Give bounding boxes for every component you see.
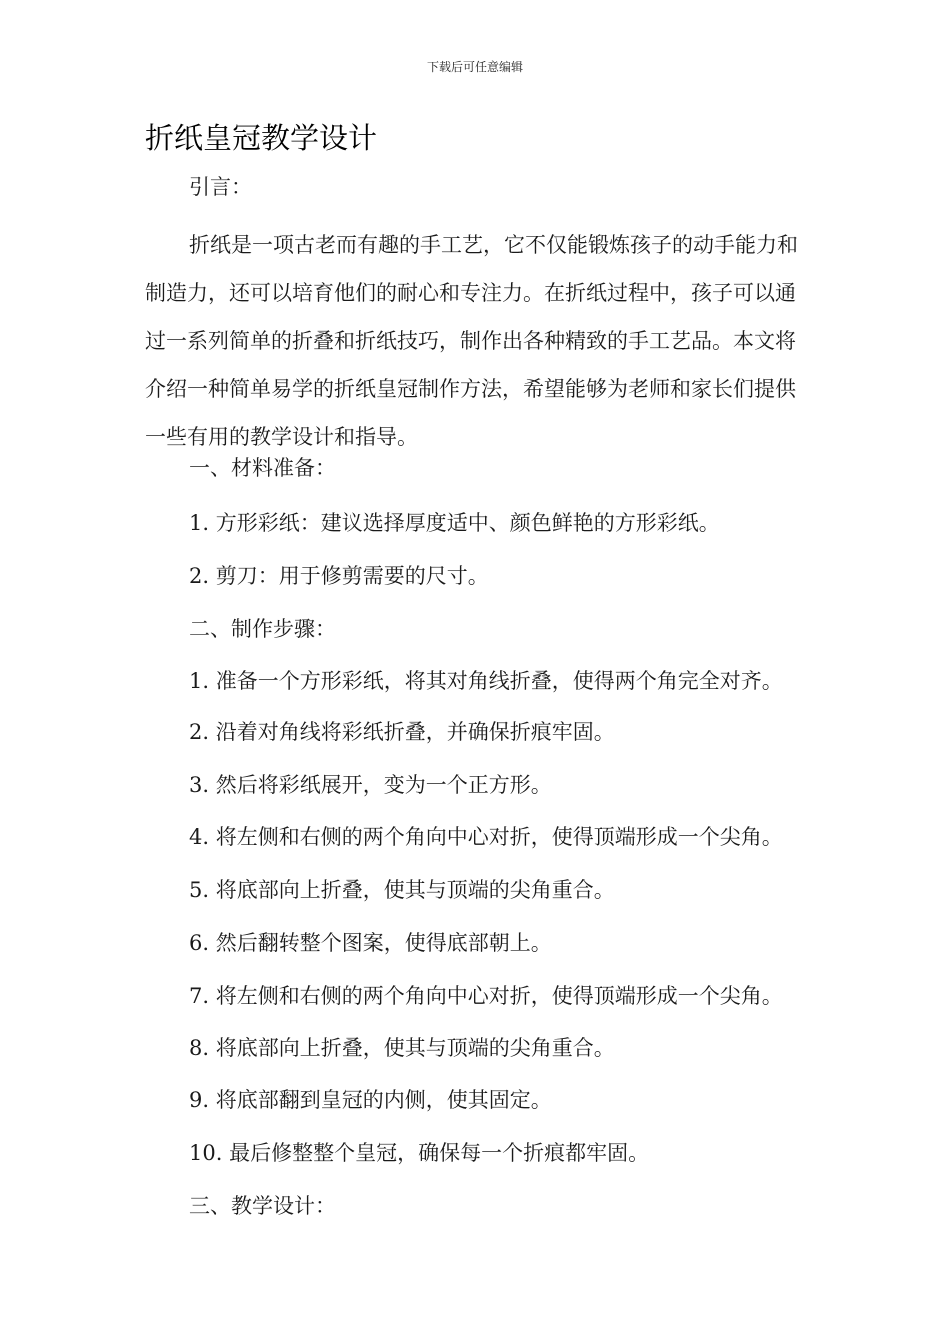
document-title: 折纸皇冠教学设计 (145, 121, 378, 155)
list-item: 2. 沿着对角线将彩纸折叠，并确保折痕牢固。 (189, 720, 615, 744)
steps-heading: 二、制作步骤： (189, 617, 336, 641)
list-item: 1. 方形彩纸：建议选择厚度适中、颜色鲜艳的方形彩纸。 (189, 511, 720, 535)
list-item: 6. 然后翻转整个图案，使得底部朝上。 (189, 931, 552, 955)
list-item: 3. 然后将彩纸展开，变为一个正方形。 (189, 773, 552, 797)
materials-heading: 一、材料准备： (189, 456, 336, 480)
list-item: 7. 将左侧和右侧的两个角向中心对折，使得顶端形成一个尖角。 (189, 984, 783, 1008)
list-item: 5. 将底部向上折叠，使其与顶端的尖角重合。 (189, 878, 615, 902)
list-item: 1. 准备一个方形彩纸，将其对角线折叠，使得两个角完全对齐。 (189, 669, 783, 693)
header-note: 下载后可任意编辑 (426, 60, 523, 74)
list-item: 4. 将左侧和右侧的两个角向中心对折，使得顶端形成一个尖角。 (189, 825, 783, 849)
list-item: 2. 剪刀：用于修剪需要的尺寸。 (189, 564, 489, 588)
teaching-heading: 三、教学设计： (189, 1194, 336, 1218)
list-item: 10. 最后修整整个皇冠，确保每一个折痕都牢固。 (189, 1141, 650, 1165)
list-item: 8. 将底部向上折叠，使其与顶端的尖角重合。 (189, 1036, 615, 1060)
list-item: 9. 将底部翻到皇冠的内侧，使其固定。 (189, 1088, 552, 1112)
intro-label: 引言： (189, 175, 252, 199)
intro-paragraph: 折纸是一项古老而有趣的手工艺，它不仅能锻炼孩子的动手能力和制造力，还可以培育他们的耐心和专注力。在折纸过程中，孩子可以通过一系列简单的折叠和折纸技巧，制作出各种精致的手工艺品。本文将介绍一种简单易学的折纸皇冠制作方法，希望能够为老师和家长们提供一些有用的教学设计和指导。 (145, 233, 798, 449)
